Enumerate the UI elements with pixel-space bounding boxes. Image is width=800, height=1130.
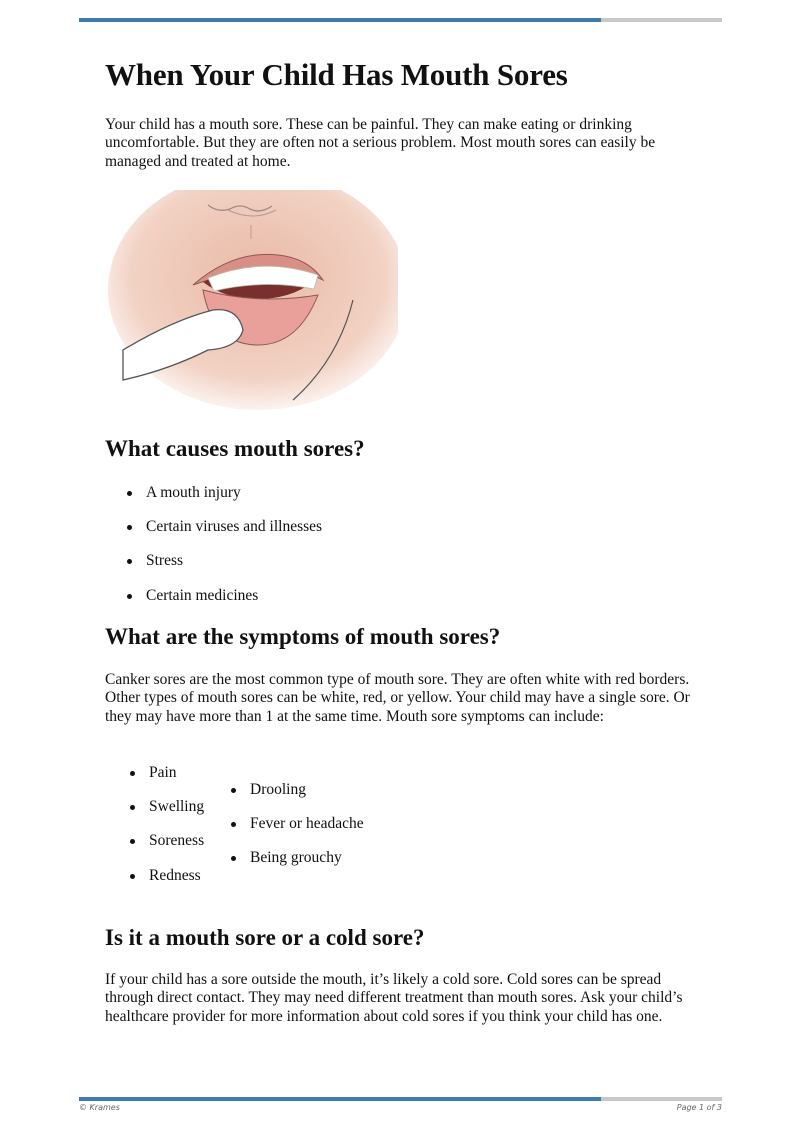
cold-sore-heading: Is it a mouth sore or a cold sore? [105, 925, 425, 950]
page-number: Page 1 of 3 [676, 1103, 722, 1112]
causes-list [127, 484, 322, 621]
list-item: Pain [130, 764, 204, 798]
causes-heading: What causes mouth sores? [105, 436, 365, 461]
list-item: Soreness [130, 832, 204, 866]
list-item: Redness [130, 867, 204, 901]
list-item: Drooling [231, 781, 364, 815]
list-item: Certain viruses and illnesses [127, 518, 322, 552]
symptoms-list-col1 [130, 764, 204, 901]
title-block [105, 55, 705, 95]
list-item: Stress [127, 552, 322, 586]
list-item: Being grouchy [231, 849, 364, 883]
cold-sore-paragraph: If your child has a sore outside the mouth, it’s likely a cold sore. Cold sores can be spread through direct contact. They may need different treatment than mouth sores. Ask your child’s healthcare provider for more information about cold sores if you think your child has one. [105, 971, 683, 1025]
copyright: © Krames [79, 1103, 120, 1112]
footer-progress-bar [79, 1097, 722, 1101]
symptoms-list-col2 [231, 781, 364, 884]
list-item: Fever or headache [231, 815, 364, 849]
page-title: When Your Child Has Mouth Sores [105, 57, 568, 92]
symptoms-heading: What are the symptoms of mouth sores? [105, 624, 501, 649]
symptoms-paragraph: Canker sores are the most common type of mouth sore. They are often white with red borders. Other types of mouth sores can be white, red, or yellow. Your child may have a single sore. Or they may have more than 1 at the same time. Mouth sore symptoms can include: [105, 671, 690, 725]
header-progress-bar [79, 18, 722, 22]
mouth-sore-illustration [108, 190, 398, 415]
intro-paragraph: Your child has a mouth sore. These can be painful. They can make eating or drinking uncomfortable. But they are often not a serious problem. Most mouth sores can easily be managed and treated at home. [105, 116, 656, 170]
list-item: A mouth injury [127, 484, 322, 518]
list-item: Swelling [130, 798, 204, 832]
list-item: Certain medicines [127, 587, 322, 621]
